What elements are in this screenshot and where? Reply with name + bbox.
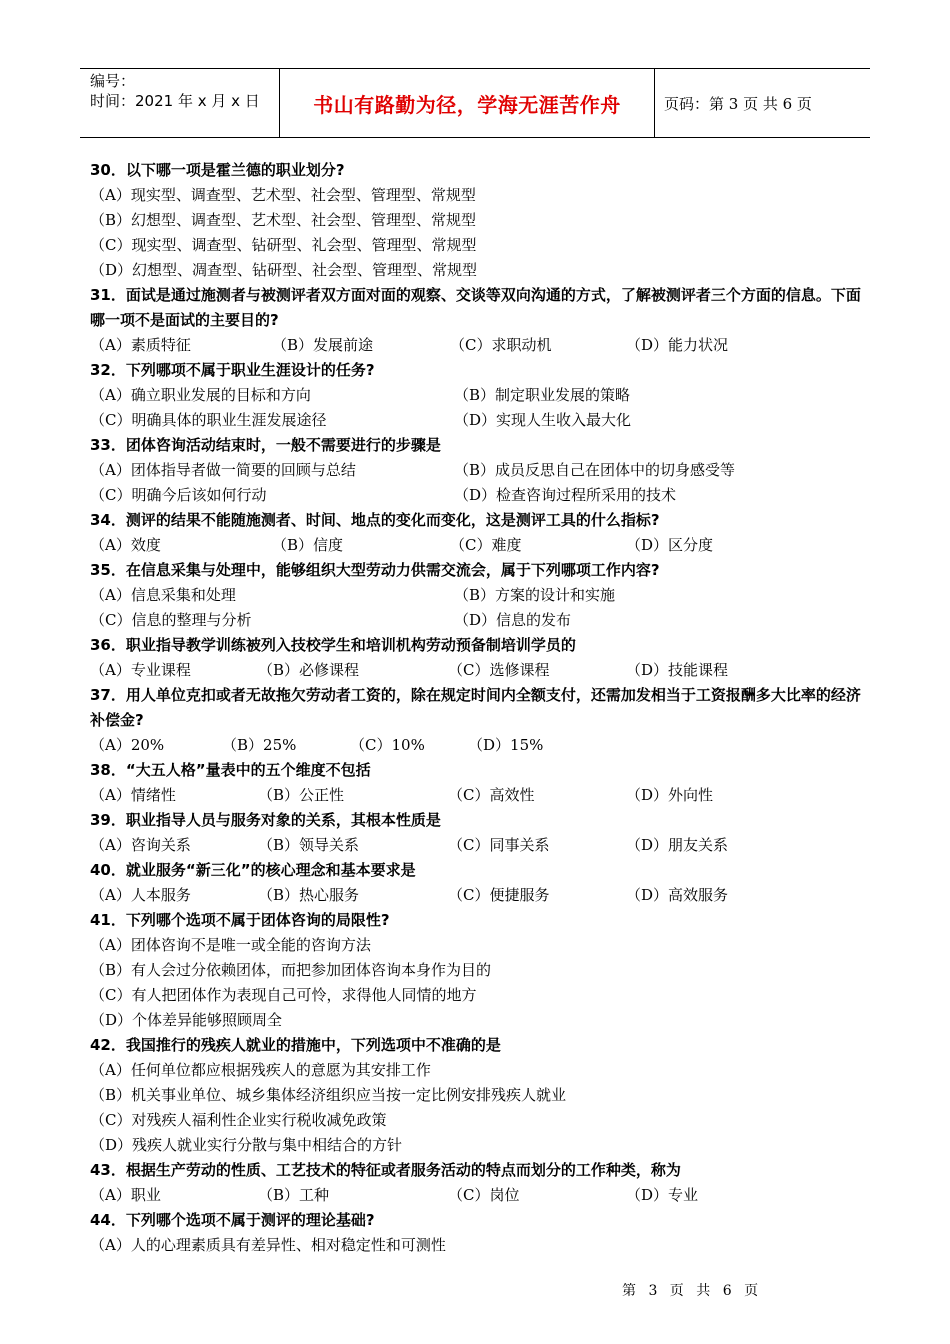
date-label: 时间：2021 年 x 月 x 日	[90, 92, 260, 110]
answer-option: （C）难度	[450, 536, 522, 554]
footer-page-number: 第 3 页 共 6 页	[622, 1283, 763, 1299]
header-right-cell	[654, 69, 870, 137]
answer-option: （B）工种	[258, 1186, 330, 1204]
answer-option: （C）对残疾人福利性企业实行税收减免政策	[90, 1111, 387, 1129]
question-text: 34．测评的结果不能随施测者、时间、地点的变化而变化，这是测评工具的什么指标?	[90, 511, 660, 529]
option-row	[90, 658, 870, 683]
answer-option: （D）信息的发布	[454, 611, 572, 629]
header-middle-cell	[280, 69, 655, 137]
answer-option: （D）技能课程	[626, 661, 729, 679]
question-text: 43．根据生产劳动的性质、工艺技术的特征或者服务活动的特点而划分的工作种类，称为	[90, 1161, 681, 1179]
question-text: 41．下列哪个选项不属于团体咨询的局限性?	[90, 911, 390, 929]
option-row	[90, 1058, 870, 1083]
question-text: 32．下列哪项不属于职业生涯设计的任务?	[90, 361, 375, 379]
option-row	[90, 408, 870, 433]
answer-option: （C）岗位	[448, 1186, 520, 1204]
answer-option: （D）能力状况	[626, 336, 729, 354]
option-row	[90, 983, 870, 1008]
answer-option: （B）热心服务	[258, 886, 360, 904]
slogan: 书山有路勤为径，学海无涯苦作舟	[313, 92, 621, 117]
option-row	[90, 1133, 870, 1158]
question-text: 42．我国推行的残疾人就业的措施中，下列选项中不准确的是	[90, 1036, 501, 1054]
answer-option: （D）检查咨询过程所采用的技术	[454, 486, 677, 504]
answer-option: （B）有人会过分依赖团体，而把参加团体咨询本身作为目的	[90, 961, 492, 979]
answer-option: （B）25%	[222, 736, 297, 754]
question-text: 36．职业指导教学训练被列入技校学生和培训机构劳动预备制培训学员的	[90, 636, 576, 654]
answer-option: （C）同事关系	[448, 836, 550, 854]
answer-option: （C）信息的整理与分析	[90, 611, 252, 629]
answer-option: （A）任何单位都应根据残疾人的意愿为其安排工作	[90, 1061, 431, 1079]
answer-option: （D）区分度	[626, 536, 714, 554]
answer-option: （C）明确今后该如何行动	[90, 486, 267, 504]
answer-option: （A）确立职业发展的目标和方向	[90, 386, 311, 404]
option-row	[90, 733, 870, 758]
answer-option: （A）专业课程	[90, 661, 191, 679]
answer-option: （D）专业	[626, 1186, 699, 1204]
number-label: 编号：	[90, 72, 136, 90]
answer-option: （B）必修课程	[258, 661, 360, 679]
answer-option: （A）团体指导者做一简要的回顾与总结	[90, 461, 356, 479]
answer-option: （C）便捷服务	[448, 886, 550, 904]
answer-option: （B）领导关系	[258, 836, 360, 854]
answer-option: （C）选修课程	[448, 661, 550, 679]
answer-option: （A）职业	[90, 1186, 161, 1204]
answer-option: （D）幻想型、凋查型、钻研型、社会型、管理型、常规型	[90, 261, 478, 279]
answer-option: （A）团体咨询不是唯一或全能的咨询方法	[90, 936, 371, 954]
answer-option: （D）朋友关系	[626, 836, 729, 854]
question-list	[90, 158, 870, 1258]
option-row	[90, 958, 870, 983]
page-header	[80, 68, 870, 138]
answer-option: （D）15%	[468, 736, 544, 754]
answer-option: （A）信息采集和处理	[90, 586, 236, 604]
answer-option: （B）信度	[272, 536, 344, 554]
question-text: 39．职业指导人员与服务对象的关系，其根本性质是	[90, 811, 441, 829]
answer-option: （C）高效性	[448, 786, 535, 804]
answer-option: （B）机关事业单位、城乡集体经济组织应当按一定比例安排残疾人就业	[90, 1086, 567, 1104]
page-label: 页码：第 3 页 共 6 页	[664, 94, 812, 113]
question-text: 40．就业服务“新三化”的核心理念和基本要求是	[90, 861, 416, 879]
answer-option: （B）方案的设计和实施	[454, 586, 616, 604]
answer-option: （A）人的心理素质具有差异性、相对稳定性和可测性	[90, 1236, 446, 1254]
answer-option: （D）高效服务	[626, 886, 729, 904]
option-row	[90, 783, 870, 808]
option-row	[90, 208, 870, 233]
answer-option: （C）明确具体的职业生涯发展途径	[90, 411, 327, 429]
option-row	[90, 458, 870, 483]
option-row	[90, 1183, 870, 1208]
answer-option: （D）残疾人就业实行分散与集中相结合的方针	[90, 1136, 403, 1154]
answer-option: （B）发展前途	[272, 336, 374, 354]
option-row	[90, 1083, 870, 1108]
question-text: 30．以下哪一项是霍兰德的职业划分?	[90, 161, 345, 179]
question-text: 31．面试是通过施测者与被测评者双方面对面的观察、交谈等双向沟通的方式，了解被测评者三个方面的信息。下面哪一项不是面试的主要目的?	[90, 286, 861, 329]
answer-option: （A）20%	[90, 736, 165, 754]
question-text: 44．下列哪个选项不属于测评的理论基础?	[90, 1211, 375, 1229]
option-row	[90, 1008, 870, 1033]
option-row	[90, 833, 870, 858]
answer-option: （C）现实型、调查型、钻研型、礼会型、管理型、常规型	[90, 236, 477, 254]
option-row	[90, 258, 870, 283]
question-text: 35．在信息采集与处理中，能够组织大型劳动力供需交流会，属于下列哪项工作内容?	[90, 561, 660, 579]
option-row	[90, 183, 870, 208]
answer-option: （D）外向性	[626, 786, 714, 804]
option-row	[90, 233, 870, 258]
option-row	[90, 1108, 870, 1133]
answer-option: （C）有人把团体作为表现自己可怜，求得他人同情的地方	[90, 986, 477, 1004]
option-row	[90, 483, 870, 508]
answer-option: （B）公正性	[258, 786, 345, 804]
answer-option: （B）制定职业发展的策略	[454, 386, 631, 404]
option-row	[90, 333, 870, 358]
answer-option: （D）实现人生收入最大化	[454, 411, 632, 429]
answer-option: （C）10%	[350, 736, 425, 754]
option-row	[90, 533, 870, 558]
answer-option: （A）咨询关系	[90, 836, 191, 854]
answer-option: （B）幻想型、调查型、艺术型、社会型、管理型、常规型	[90, 211, 477, 229]
option-row	[90, 883, 870, 908]
answer-option: （D）个体差异能够照顾周全	[90, 1011, 283, 1029]
option-row	[90, 933, 870, 958]
question-text: 37．用人单位克扣或者无故拖欠劳动者工资的，除在规定时间内全额支付，还需加发相当于工资报酬多大比率的经济补偿金?	[90, 686, 861, 729]
question-text: 33．团体咨询活动结束时，一般不需要进行的步骤是	[90, 436, 441, 454]
answer-option: （A）效度	[90, 536, 161, 554]
answer-option: （B）成员反思自己在团体中的切身感受等	[454, 461, 736, 479]
option-row	[90, 583, 870, 608]
answer-option: （A）素质特征	[90, 336, 191, 354]
answer-option: （A）人本服务	[90, 886, 191, 904]
header-left-cell	[80, 69, 280, 137]
option-row	[90, 1233, 870, 1258]
question-text: 38．“大五人格”量表中的五个维度不包括	[90, 761, 371, 779]
option-row	[90, 383, 870, 408]
answer-option: （A）现实型、调查型、艺术型、社会型、管理型、常规型	[90, 186, 476, 204]
answer-option: （A）情绪性	[90, 786, 176, 804]
option-row	[90, 608, 870, 633]
answer-option: （C）求职动机	[450, 336, 552, 354]
